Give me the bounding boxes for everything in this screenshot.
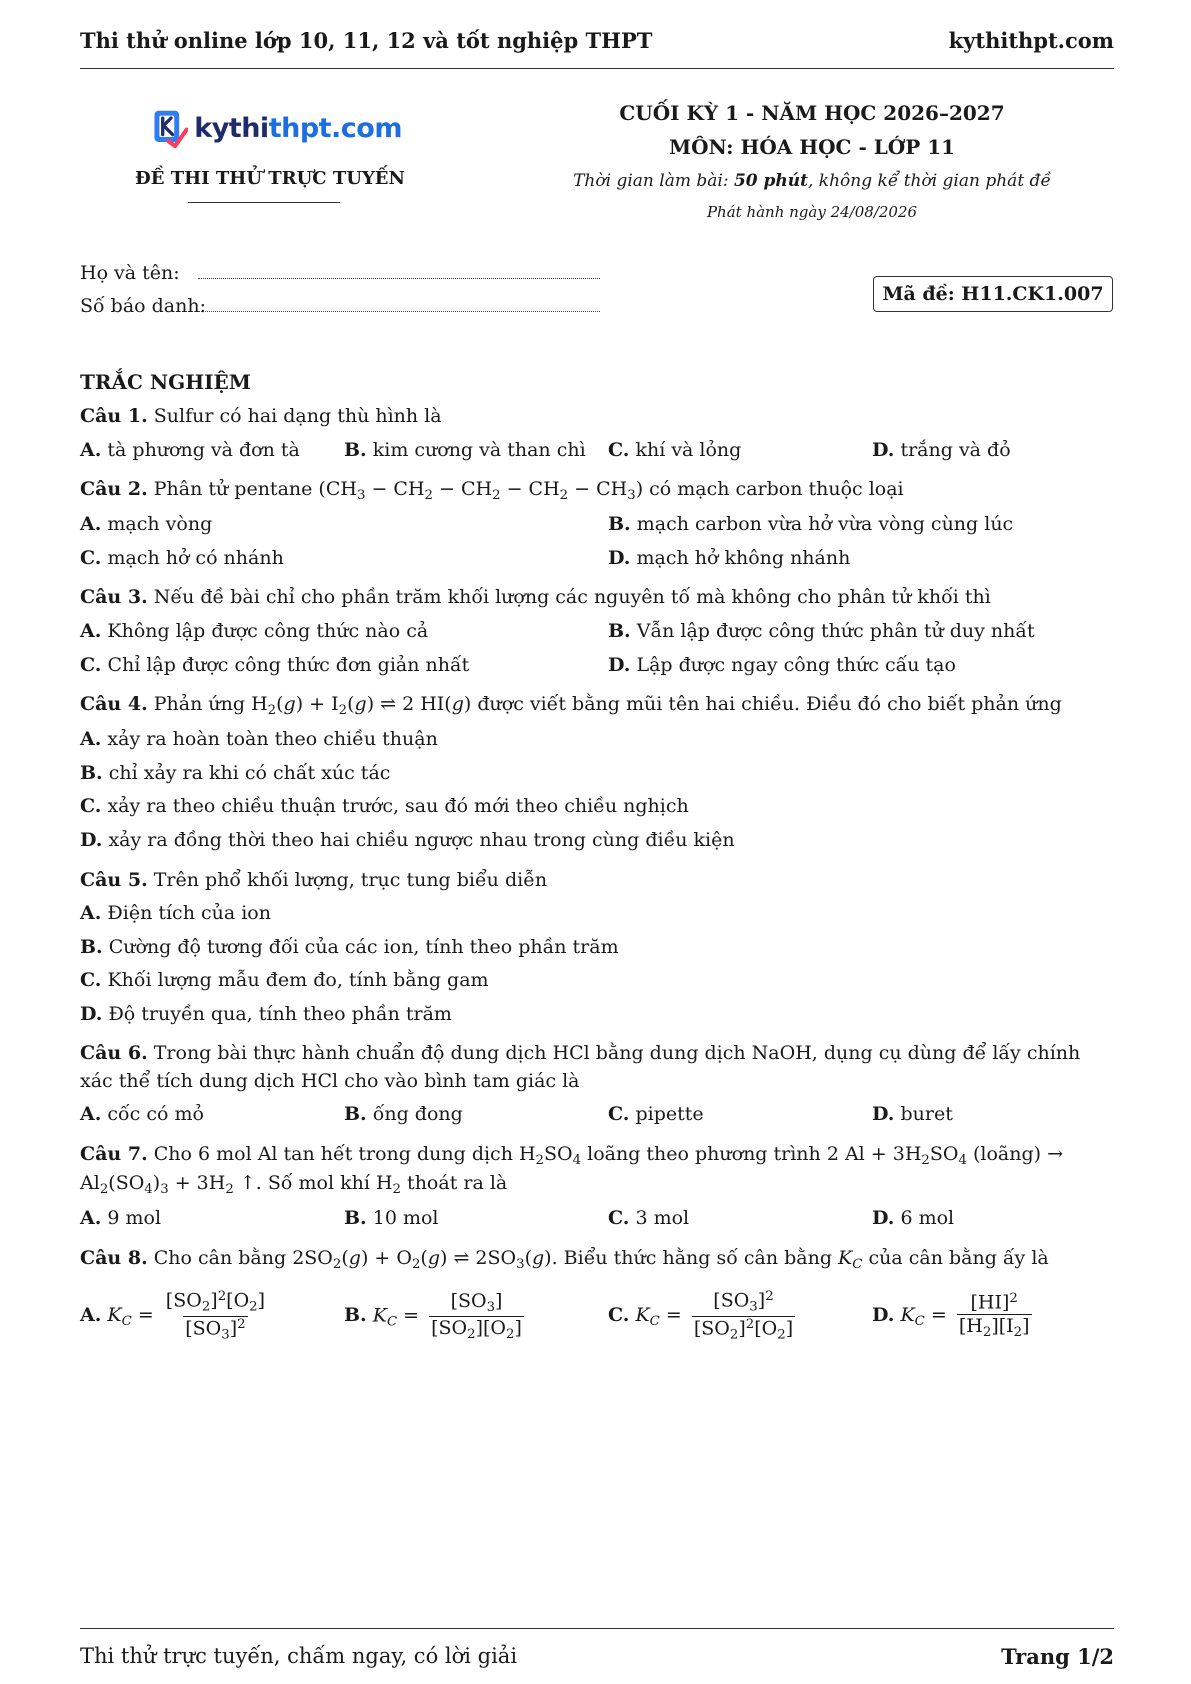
question-8: [80, 1245, 1114, 1352]
formula: 2 $Al + 3H_2SO_4$ (loãng) → $Al_2(SO_4)_3 + 3H_2$ ↑: [80, 1142, 1064, 1198]
question-stem: Câu 2. Phân tử pentane $(CH_3 - CH_2 - CH_2 - CH_2 - CH_3)$ có mạch carbon thuộc loại: [80, 478, 904, 504]
option-a[interactable]: A. cốc có mỏ: [80, 1103, 204, 1126]
option-c[interactable]: C. pipette: [608, 1103, 704, 1126]
option-c[interactable]: C. Chỉ lập được công thức đơn giản nhất: [80, 653, 470, 676]
option-c[interactable]: C. khí và lỏng: [608, 438, 742, 461]
option-a[interactable]: A. Điện tích của ion: [80, 902, 271, 925]
option-b[interactable]: B. chỉ xảy ra khi có chất xúc tác: [80, 761, 391, 784]
question-1: [80, 403, 1114, 464]
option-c[interactable]: C. xảy ra theo chiều thuận trước, sau đó mới theo chiều nghịch: [80, 795, 689, 818]
option-group: [80, 726, 1114, 854]
logo-wordmark: kythithpt.com: [194, 112, 402, 144]
option-group: [80, 1205, 1114, 1233]
question-stem: Câu 7. Cho 6 mol Al tan hết trong dung dịch $H_2SO_4$ loãng theo phương trình 2 $Al + 3H_2SO_4$ (loãng) → $Al_2(SO_4)_3 + 3H_2$ ↑. Số mol khí $H_2$ thoát ra là: [80, 1142, 1064, 1198]
formula: $CH_3 - CH_2 - CH_2 - CH_2 - CH_3$: [325, 478, 636, 504]
bottom-divider: [80, 1628, 1114, 1629]
question-4: [80, 691, 1114, 854]
question-6: [80, 1040, 1114, 1129]
left-underline: [188, 202, 340, 203]
top-bar-site: kythithpt.com: [948, 27, 1114, 53]
option-d[interactable]: D. Lập được ngay công thức cấu tạo: [608, 653, 956, 676]
option-group: [80, 1280, 1114, 1352]
top-divider: [80, 68, 1114, 69]
option-group: [80, 900, 1114, 1028]
option-a[interactable]: A. mạch vòng: [80, 513, 213, 536]
id-label: Số báo danh:: [80, 295, 207, 317]
option-b[interactable]: B. mạch carbon vừa hở vừa vòng cùng lúc: [608, 513, 1014, 536]
option-a[interactable]: A. tà phương và đơn tà: [80, 438, 300, 461]
exam-duration: Thời gian làm bài: 50 phút, không kể thời gian phát đề: [573, 171, 1051, 191]
id-row: [80, 295, 600, 328]
exam-header: [80, 96, 1114, 236]
option-group: [80, 618, 1114, 679]
option-a[interactable]: A. $K_C$ = $\frac{[SO_2]^2[O_2]}{[SO_3]^2}$: [80, 1289, 266, 1343]
exam-subject: MÔN: HÓA HỌC - LỚP 11: [668, 135, 956, 159]
question-2: [80, 476, 1114, 572]
id-field[interactable]: [198, 297, 600, 312]
question-5: [80, 867, 1114, 1029]
site-logo: [152, 100, 402, 156]
question-stem: Câu 4. Phản ứng $H_2(g) + I_2(g)$ ⇌ 2 HI(g) được viết bằng mũi tên hai chiều. Điều đó cho biết phản ứng: [80, 693, 1062, 719]
option-d[interactable]: D. 6 mol: [872, 1207, 955, 1230]
option-d[interactable]: D. xảy ra đồng thời theo hai chiều ngược nhau trong cùng điều kiện: [80, 828, 735, 851]
option-a[interactable]: A. 9 mol: [80, 1207, 162, 1230]
option-a[interactable]: A. Không lập được công thức nào cả: [80, 619, 429, 642]
option-b[interactable]: B. Vẫn lập được công thức phân tử duy nhất: [608, 619, 1035, 642]
name-field[interactable]: [198, 264, 600, 279]
option-c[interactable]: C. 3 mol: [608, 1207, 690, 1230]
question-stem: Câu 1. Sulfur có hai dạng thù hình là: [80, 405, 442, 427]
option-d[interactable]: D. $K_C$ = $\frac{[HI]^2}{[H_2][I_2]}$: [872, 1291, 1030, 1341]
question-7: [80, 1141, 1114, 1233]
top-bar-title: Thi thử online lớp 10, 11, 12 và tốt nghiệp THPT: [80, 27, 653, 53]
section-title: TRẮC NGHIỆM: [80, 370, 251, 394]
name-row: [80, 262, 600, 295]
exam-term: CUỐI KỲ 1 - NĂM HỌC 2026–2027: [619, 101, 1005, 125]
exam-kind-label: ĐỀ THI THỬ TRỰC TUYẾN: [135, 168, 405, 189]
option-d[interactable]: D. buret: [872, 1103, 953, 1126]
formula: $2SO_2(g) + O_2(g)$ ⇌ $2SO_3(g)$: [292, 1246, 552, 1272]
option-b[interactable]: B. 10 mol: [344, 1207, 439, 1230]
option-group: [80, 1101, 1114, 1129]
exam-issued-date: Phát hành ngày 24/08/2026: [706, 203, 918, 221]
option-d[interactable]: D. trắng và đỏ: [872, 438, 1011, 461]
option-b[interactable]: B. ống đong: [344, 1103, 463, 1126]
option-b[interactable]: B. $K_C$ = $\frac{[SO_3]}{[SO_2][O_2]}$: [344, 1289, 522, 1342]
option-b[interactable]: B. kim cương và than chì: [344, 438, 586, 461]
question-stem: Câu 5. Trên phổ khối lượng, trục tung biểu diễn: [80, 868, 548, 891]
page-number: Trang 1/2: [1001, 1643, 1114, 1669]
question-stem: Câu 3. Nếu đề bài chỉ cho phần trăm khối lượng các nguyên tố mà không cho phân tử khối thì: [80, 586, 991, 609]
option-group: [80, 511, 1114, 572]
option-d[interactable]: D. Độ truyền qua, tính theo phần trăm: [80, 1002, 452, 1025]
option-c[interactable]: C. Khối lượng mẫu đem đo, tính bằng gam: [80, 969, 489, 992]
question-stem: Câu 6. Trong bài thực hành chuẩn độ dung dịch HCl bằng dung dịch NaOH, dụng cụ dùng để lấy chính xác thể tích dung dịch HCl cho vào bình tam giác là: [80, 1042, 1081, 1092]
question-list: [80, 368, 1114, 1364]
student-info: [80, 262, 600, 328]
page-footer: [80, 1638, 1114, 1674]
option-d[interactable]: D. mạch hở không nhánh: [608, 546, 851, 569]
option-c[interactable]: C. mạch hở có nhánh: [80, 546, 284, 569]
option-group: [80, 437, 1114, 465]
check-k-logo-icon: [152, 104, 188, 152]
formula: $H_2(g) + I_2(g)$ ⇌ 2 HI(g): [251, 693, 472, 719]
exam-page: [80, 0, 1114, 1684]
question-3: [80, 584, 1114, 679]
option-b[interactable]: B. Cường độ tương đối của các ion, tính theo phần trăm: [80, 935, 619, 958]
exam-title-block: [510, 96, 1114, 226]
question-stem: Câu 8. Cho cân bằng $2SO_2(g) + O_2(g)$ ⇌ $2SO_3(g)$. Biểu thức hằng số cân bằng $K_C$ của cân bằng ấy là: [80, 1246, 1049, 1272]
exam-code-badge: Mã đề: H11.CK1.007: [873, 276, 1113, 312]
footer-slogan: Thi thử trực tuyến, chấm ngay, có lời giải: [80, 1644, 518, 1668]
top-bar: [80, 22, 1114, 58]
name-label: Họ và tên:: [80, 262, 180, 284]
option-c[interactable]: C. $K_C$ = $\frac{[SO_3]^2}{[SO_2]^2[O_2]}$: [608, 1289, 794, 1343]
option-a[interactable]: A. xảy ra hoàn toàn theo chiều thuận: [80, 728, 438, 751]
